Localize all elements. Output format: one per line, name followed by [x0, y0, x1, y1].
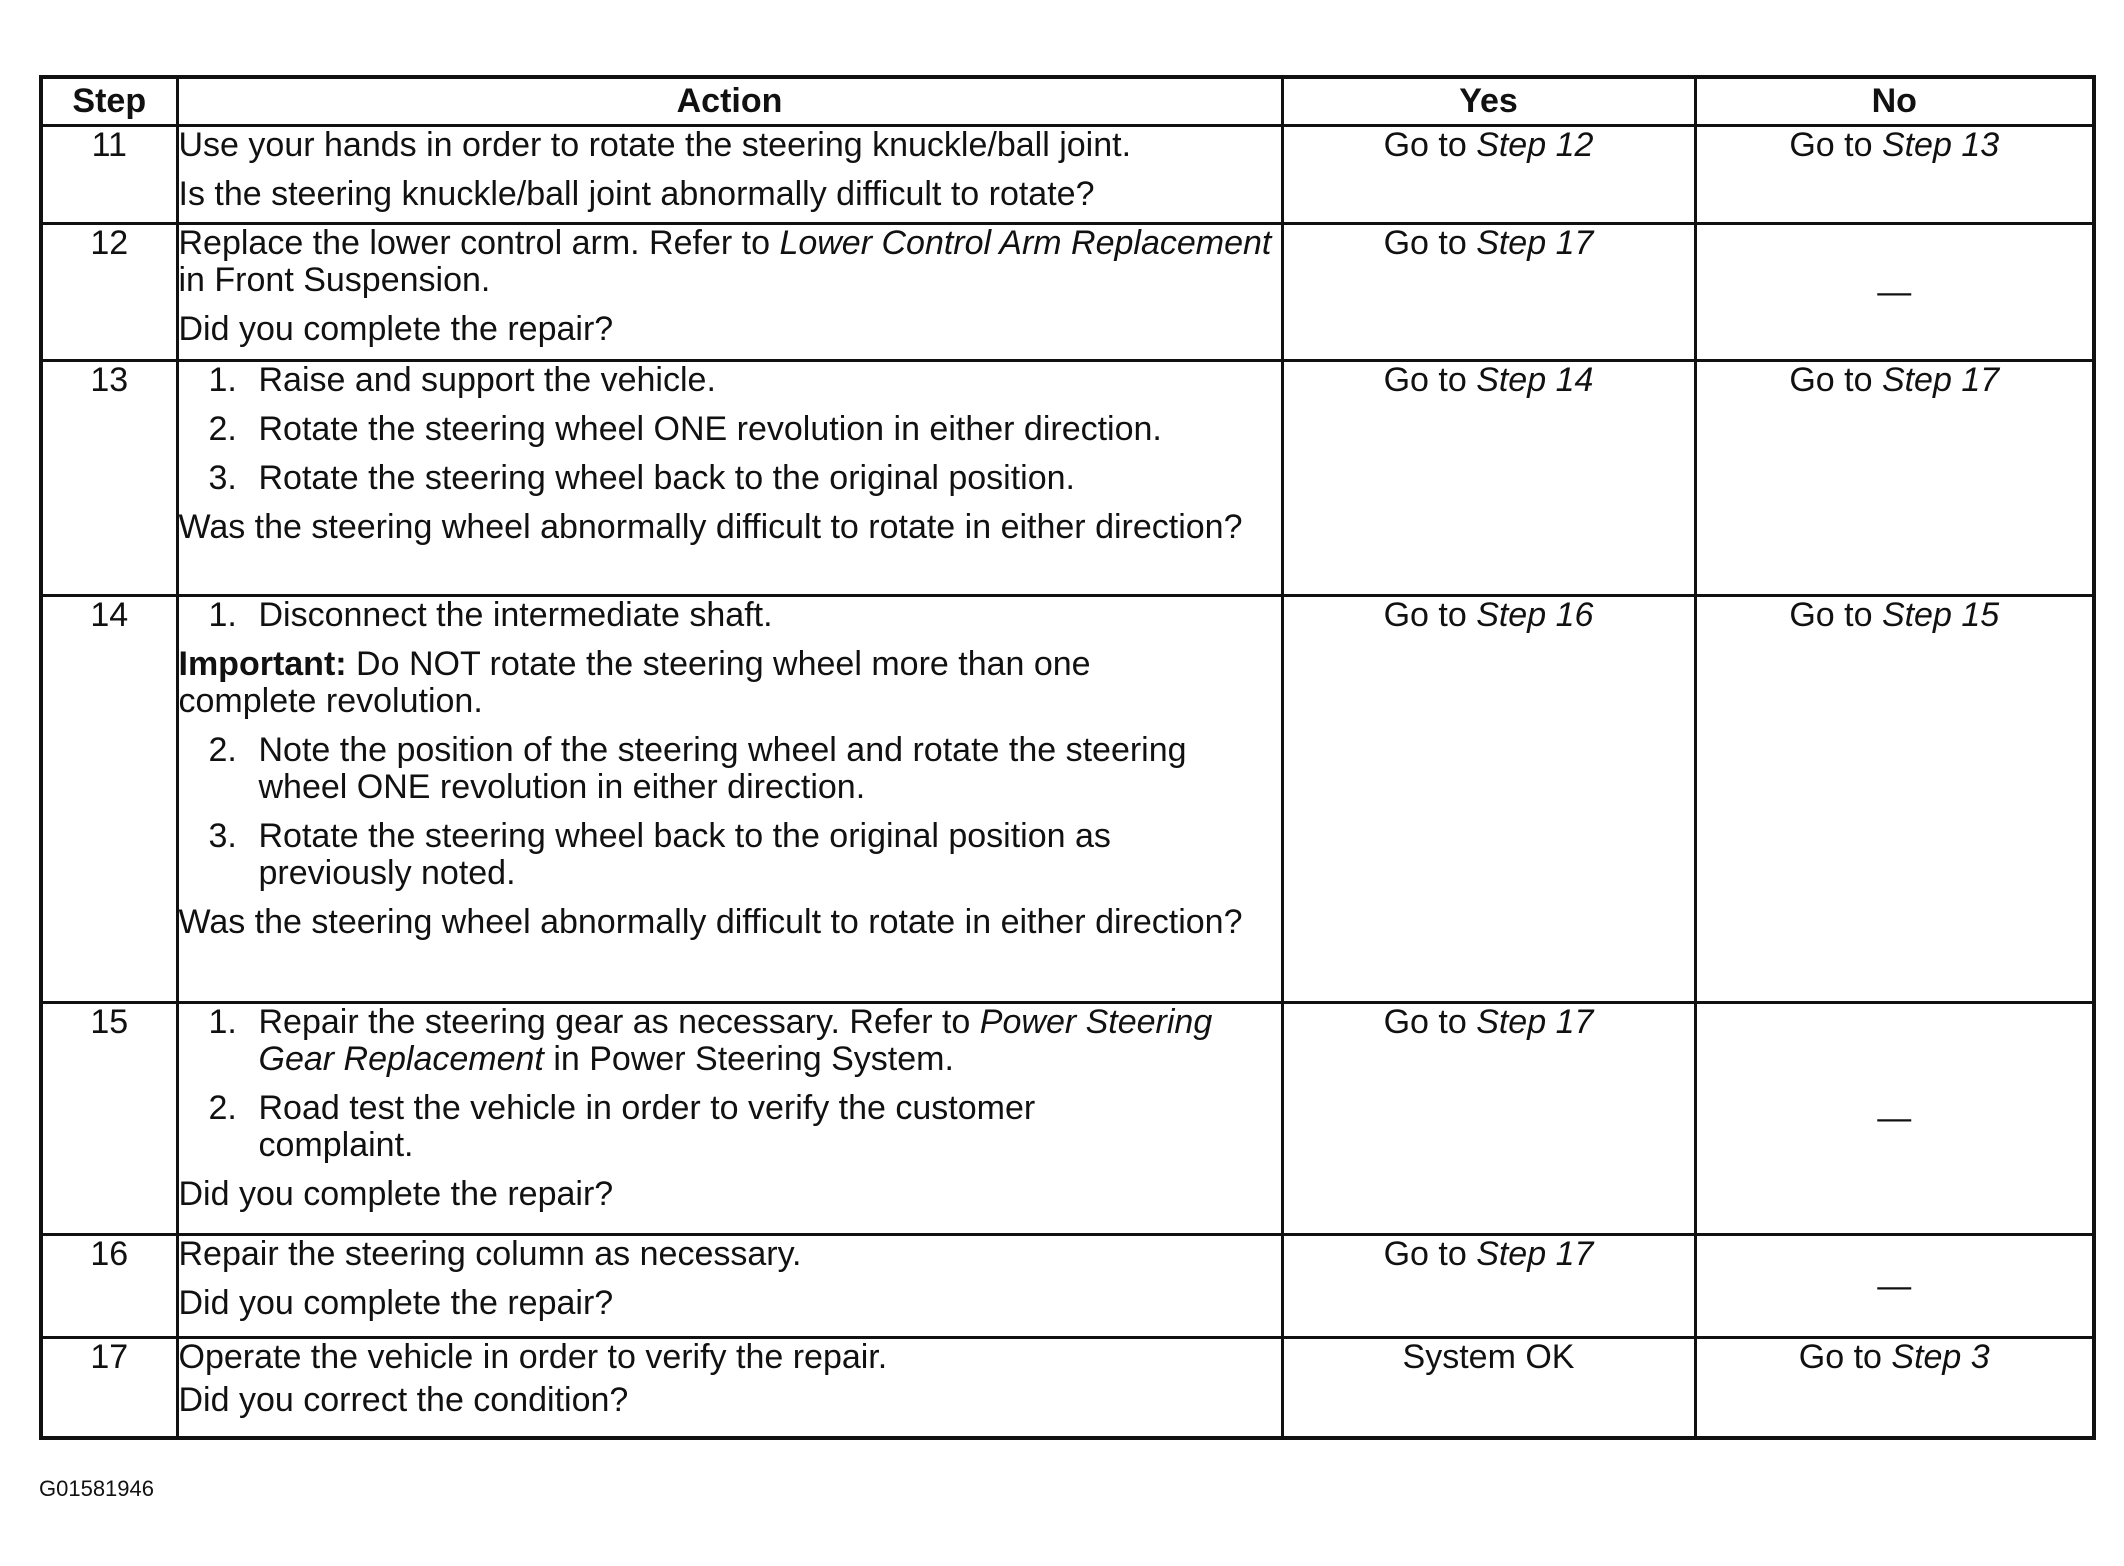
yes-result: System OK [1402, 1338, 1575, 1376]
no-dash: — [1877, 1266, 1912, 1305]
table-row [41, 126, 2094, 224]
yes-prefix: Go to [1383, 361, 1477, 399]
header-yes: Yes [1282, 77, 1695, 126]
step-number: 15 [41, 1003, 177, 1235]
no-cell [1695, 224, 2094, 361]
no-dash: — [1877, 1099, 1912, 1137]
action-text: Repair the steering column as necessary. [178, 1235, 802, 1273]
diagnostic-table [39, 75, 2096, 1440]
table-row [41, 1338, 2094, 1438]
yes-cell [1282, 224, 1695, 361]
list-item [179, 818, 1281, 892]
step-number: 16 [41, 1235, 177, 1338]
action-cell [177, 1338, 1282, 1438]
list-text: Rotate the steering wheel back to the original position as previously noted. [258, 817, 1111, 892]
list-item [179, 732, 1281, 806]
list-item [179, 1090, 1281, 1164]
figure-id: G01581946 [39, 1476, 154, 1501]
table-row [41, 361, 2094, 596]
action-text-part: Replace the lower control arm. Refer to [178, 224, 780, 262]
no-dash: — [1877, 272, 1912, 311]
list-number: 1. [208, 361, 237, 399]
action-question: Was the steering wheel abnormally difficult to rotate in either direction? [178, 903, 1243, 941]
header-step: Step [41, 77, 177, 126]
no-step-link[interactable]: Step 3 [1891, 1338, 1990, 1376]
table-row [41, 596, 2094, 1003]
list-text: Disconnect the intermediate shaft. [258, 596, 773, 634]
list-text [259, 1004, 1221, 1078]
action-question: Is the steering knuckle/ball joint abnormally difficult to rotate? [178, 175, 1095, 213]
yes-cell [1282, 361, 1695, 596]
list-item [179, 411, 1281, 448]
reference-link[interactable]: Power Steering Gear Replacement [258, 1003, 1213, 1078]
action-question: Did you complete the repair? [178, 310, 614, 348]
list-text-part: in Power Steering System. [543, 1040, 954, 1078]
important-text: Do NOT rotate the steering wheel more than one complete revolution. [178, 645, 1091, 720]
list-text: Note the position of the steering wheel and rotate the steering wheel ONE revolution in either direction. [258, 731, 1187, 806]
yes-step-link[interactable]: Step 16 [1476, 596, 1594, 634]
list-number: 3. [208, 459, 237, 497]
header-action: Action [177, 77, 1282, 126]
no-prefix: Go to [1789, 126, 1882, 164]
list-number: 3. [208, 817, 237, 855]
action-question: Did you correct the condition? [178, 1381, 629, 1419]
yes-prefix: Go to [1383, 126, 1477, 164]
yes-prefix: Go to [1383, 1003, 1477, 1041]
list-number: 1. [208, 596, 237, 634]
action-text [179, 225, 1281, 299]
list-text-part: Repair the steering gear as necessary. Refer to [258, 1003, 980, 1041]
no-step-link[interactable]: Step 15 [1881, 596, 2000, 634]
action-cell [177, 224, 1282, 361]
list-item [179, 597, 1281, 634]
no-cell [1695, 126, 2094, 224]
no-cell [1695, 596, 2094, 1003]
action-cell [177, 1235, 1282, 1338]
yes-step-link[interactable]: Step 14 [1476, 361, 1594, 399]
no-step-link[interactable]: Step 13 [1881, 126, 2000, 164]
list-number: 2. [208, 1089, 237, 1127]
step-number: 12 [41, 224, 177, 361]
no-prefix: Go to [1798, 1338, 1892, 1376]
yes-cell [1282, 126, 1695, 224]
yes-step-link[interactable]: Step 12 [1476, 126, 1594, 164]
step-number: 11 [41, 126, 177, 224]
action-text: Operate the vehicle in order to verify the repair. [178, 1338, 888, 1376]
important-label: Important: [178, 645, 347, 683]
yes-prefix: Go to [1383, 596, 1477, 634]
table-row [41, 224, 2094, 361]
diagnostic-table-sheet [39, 75, 2092, 1440]
list-item [179, 460, 1281, 497]
list-text: Rotate the steering wheel back to the original position. [258, 459, 1075, 497]
table-row [41, 1003, 2094, 1235]
step-number: 13 [41, 361, 177, 596]
action-cell [177, 361, 1282, 596]
action-cell [177, 126, 1282, 224]
yes-step-link[interactable]: Step 17 [1476, 224, 1594, 262]
list-text: Rotate the steering wheel ONE revolution in either direction. [258, 410, 1162, 448]
yes-cell [1282, 596, 1695, 1003]
yes-prefix: Go to [1383, 224, 1477, 262]
yes-cell [1282, 1338, 1695, 1438]
list-text: Raise and support the vehicle. [258, 361, 716, 399]
list-number: 2. [208, 731, 237, 769]
important-note [179, 646, 1281, 720]
list-text: Road test the vehicle in order to verify the customer complaint. [258, 1089, 1036, 1164]
action-question: Did you complete the repair? [178, 1284, 614, 1322]
step-number: 17 [41, 1338, 177, 1438]
no-cell [1695, 1003, 2094, 1235]
header-no: No [1695, 77, 2094, 126]
yes-step-link[interactable]: Step 17 [1476, 1003, 1594, 1041]
step-number: 14 [41, 596, 177, 1003]
no-cell [1695, 1338, 2094, 1438]
reference-link[interactable]: Lower Control Arm Replacement [779, 224, 1272, 262]
no-cell [1695, 361, 2094, 596]
list-item [179, 1004, 1281, 1078]
action-cell [177, 1003, 1282, 1235]
no-cell [1695, 1235, 2094, 1338]
action-text-part: in Front Suspension. [178, 261, 491, 299]
yes-cell [1282, 1235, 1695, 1338]
action-question: Did you complete the repair? [178, 1175, 614, 1213]
yes-prefix: Go to [1383, 1235, 1477, 1273]
list-item [179, 362, 1281, 399]
yes-cell [1282, 1003, 1695, 1235]
list-number: 2. [208, 410, 237, 448]
no-prefix: Go to [1789, 596, 1882, 634]
action-text: Use your hands in order to rotate the steering knuckle/ball joint. [178, 126, 1132, 164]
yes-step-link[interactable]: Step 17 [1476, 1235, 1594, 1273]
no-prefix: Go to [1789, 361, 1882, 399]
list-number: 1. [208, 1003, 237, 1041]
table-row [41, 1235, 2094, 1338]
header-row [41, 77, 2094, 126]
action-question: Was the steering wheel abnormally difficult to rotate in either direction? [178, 508, 1243, 546]
no-step-link[interactable]: Step 17 [1881, 361, 2000, 399]
action-cell [177, 596, 1282, 1003]
